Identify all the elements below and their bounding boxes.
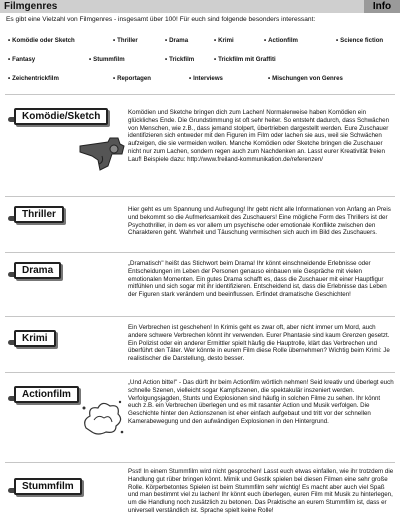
divider	[5, 196, 395, 197]
section-text: Hier geht es um Spannung und Aufregung! Ihr gebt nicht alle Informationen von Anfang an Preis und bekommt so die Aufmerksamkeit des Zuschauers! Eine mögliche Form des Thrillers ist der Psychothriller, in dem es vor allem um psychische oder emotionale Konflikte zwischen den Charakteren geht. Wahrheit und Täuschung vermischen sich auch im Bild des Zuschauers.	[128, 206, 391, 237]
header-bar	[0, 0, 400, 13]
genre-item-zeichentrickfilm: • Zeichentrickfilm	[8, 75, 59, 82]
section-text: „Und Action bitte!" - Das dürft ihr beim Actionfilm wörtlich nehmen! Seid kreativ und überlegt euch schnelle Szenen, vielleicht sogar Kampfszenen, die spektakulär inszeniert werden. Verfolgungsjagden, Stunts und Explosionen sind häufig in solchen Filme zu sehen. Ihr könnt euch z.B. ein Verbrechen überlegen und es mit rasanter Action und Musik verfolgen. Die Geschichte hinter den Actionszenen ist eher einfach aufgebaut und tritt vor der schnellen Kamerabewegung und den aufwändigen Explosionen in den Hintergrund.	[128, 379, 394, 425]
divider	[5, 316, 395, 317]
section-label: Thriller	[14, 206, 64, 223]
genre-item-reportagen: • Reportagen	[113, 75, 151, 82]
explosion-icon	[80, 398, 124, 436]
genre-item-thriller: • Thriller	[113, 37, 138, 44]
section-text: „Dramatisch" heißt das Stichwort beim Drama! Ihr könnt einschneidende Erlebnisse oder Entscheidungen im Leben der Personen genauso einbauen wie Gespräche mit vielen emotionalen Momenten. Ein gutes Drama schafft es, dass die Zuschauer mit einer Hauptfigur mitfühlen und sich sogar mit ihr identifizieren. Entscheidend ist, dass die Erlebnisse das Leben der Figuren stark verändern und beeinflussen. Erfindet dramatische Geschichten!	[128, 260, 387, 299]
section-label: Stummfilm	[14, 478, 82, 495]
genre-item-komoedie: • Komödie oder Sketch	[8, 37, 75, 44]
genre-item-krimi: • Krimi	[214, 37, 234, 44]
section-text: Ein Verbrechen ist geschehen! In Krimis geht es zwar oft, aber nicht immer um Mord, auch andere schwere Verbrechen könnt ihr verwenden. Eurer Phantasie sind kaum Grenzen gesetzt. Ein Polizist oder ein anderer Ermittler spielt häufig die Hauptrolle, klärt das Verbrechen und überführt den Täter. Wer könnte in eurem Film diese Rolle übernehmen? Wichtig beim Krimi: Je realistischer die Darstellung, desto besser.	[128, 324, 390, 363]
section-text: Komödien und Sketche bringen dich zum Lachen! Normalerweise haben Komödien ein glückliches Ende. Die Grundstimmung ist oft sehr heiter. So entsteht dadurch, dass Schwächen von Menschen, wie z.B., dass jemand stolpert, übertrieben dargestellt werden. Eure Zuschauer identifizieren sich entweder mit den Figuren im Film oder lachen sie aus, weil sie Schwächen aufzeigen, die sie vermeiden wollen. Manche Komödien oder Sketche bringen die Zuschauer nicht nur zum Lachen, sondern regen auch zum Nachdenken an. Lasst eurer Kreativität freien Lauf! Beispiele dazu: http://www.freiland-kommunikation.de/referenzen/	[128, 109, 390, 163]
section-label: Krimi	[14, 330, 56, 347]
genre-item-science-fiction: • Science fiction	[336, 37, 384, 44]
genre-item-fantasy: • Fantasy	[8, 56, 36, 63]
divider	[5, 462, 395, 463]
page-title: Filmgenres	[4, 1, 58, 12]
info-badge: Info	[364, 0, 400, 13]
section-label: Actionfilm	[14, 386, 79, 403]
section-text: Psst! In einem Stummfilm wird nicht gesprochen! Lasst euch etwas einfallen, wie ihr trotzdem die Handlung gut rüber bringen könnt. Mimik und Gestik spielen bei diesen Filmen eine sehr große Rolle. Körperbetontes Spielen ist beim Stummfilm sehr wichtig! Es macht aber auch viel Spaß und man bestimmt viel zu lachen! Ihr könnt euch überlegen, euren Film mit Musik zu hinterlegen, um die Handlung noch zusätzlich zu betonen. Das Praktische an eurem Stummfilm ist, dass er universell verständlich ist. Sprache spielt keine Rolle!	[128, 468, 394, 514]
divider	[5, 252, 395, 253]
genre-item-trickfilm-graffiti: • Trickfilm mit Graffiti	[214, 56, 276, 63]
genre-item-actionfilm: • Actionfilm	[264, 37, 298, 44]
genre-item-interviews: • Interviews	[189, 75, 223, 82]
divider	[5, 372, 395, 373]
genre-item-mischungen: • Mischungen von Genres	[268, 75, 343, 82]
divider	[5, 94, 395, 95]
genre-item-drama: • Drama	[165, 37, 189, 44]
genre-item-stummfilm: • Stummfilm	[89, 56, 125, 63]
section-label: Komödie/Sketch	[14, 108, 108, 125]
intro-text: Es gibt eine Vielzahl von Filmgenres - insgesamt über 100! Für euch sind folgende besonders interessant:	[6, 16, 316, 23]
revolver-icon	[78, 136, 126, 174]
genre-item-trickfilm: • Trickfilm	[165, 56, 195, 63]
section-label: Drama	[14, 262, 61, 279]
